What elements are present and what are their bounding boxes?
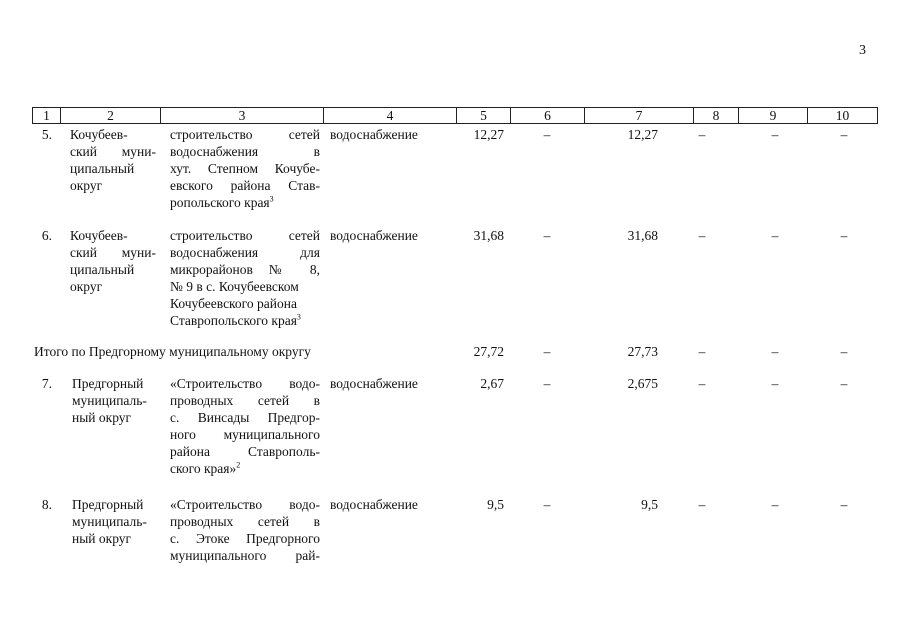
page-number: 3 — [859, 43, 866, 58]
row-number: 7. — [41, 376, 52, 391]
work-description-cell: «Строительство водо- проводных сетей в с. Винсады Предгор- ного муниципального района Ставрополь- ского края»$^2$ — [170, 376, 320, 476]
work-type-cell: водоснабжение — [330, 376, 418, 391]
value-col5: 2,67 — [480, 376, 504, 391]
column-header-3: 3 — [161, 108, 324, 123]
subtotal-col8: – — [698, 344, 706, 359]
value-col7: 2,675 — [627, 376, 658, 391]
value-col5: 31,68 — [473, 228, 504, 243]
value-col9: – — [771, 376, 779, 391]
value-col6: – — [543, 376, 551, 391]
subtotal-label: Итого по Предгорному муниципальному округу — [34, 344, 311, 359]
work-description-cell: строительство сетей водоснабжения для микрорайонов № 8, № 9 в с. Кочубеевском Кочубеевского района Ставропольского края$^3$ — [170, 228, 320, 328]
value-col5: 12,27 — [473, 127, 504, 142]
column-header-5: 5 — [457, 108, 511, 123]
column-number-header-row — [32, 107, 878, 124]
work-description-cell: строительство сетей водоснабжения в хут. Степном Кочубе- евского района Став- ропольского края$^3$ — [170, 127, 320, 210]
column-header-7: 7 — [585, 108, 694, 123]
subtotal-col7: 27,73 — [627, 344, 658, 359]
value-col9: – — [771, 127, 779, 142]
work-description-cell: «Строительство водо- проводных сетей в с. Этоке Предгорного муниципального рай- — [170, 497, 320, 563]
value-col6: – — [543, 228, 551, 243]
work-type-cell: водоснабжение — [330, 228, 418, 243]
value-col10: – — [840, 228, 848, 243]
row-number: 6. — [41, 228, 52, 243]
data-table — [32, 107, 878, 563]
column-header-10: 10 — [835, 108, 850, 123]
value-col7: 9,5 — [641, 497, 658, 512]
value-col10: – — [840, 127, 848, 142]
district-cell: Предгорный муниципаль- ный округ — [72, 497, 147, 546]
row-number: 5. — [41, 127, 52, 142]
value-col9: – — [771, 228, 779, 243]
value-col8: – — [698, 376, 706, 391]
value-col7: 31,68 — [627, 228, 658, 243]
subtotal-col6: – — [543, 344, 551, 359]
value-col7: 12,27 — [627, 127, 658, 142]
subtotal-col9: – — [771, 344, 779, 359]
subtotal-col5: 27,72 — [473, 344, 504, 359]
column-header-2: 2 — [61, 108, 161, 123]
column-header-4: 4 — [324, 108, 457, 123]
row-number: 8. — [41, 497, 52, 512]
district-cell: Кочубеев- ский муни- ципальный округ — [70, 228, 156, 294]
value-col9: – — [771, 497, 779, 512]
value-col8: – — [698, 497, 706, 512]
value-col5: 9,5 — [487, 497, 504, 512]
value-col10: – — [840, 497, 848, 512]
subtotal-col10: – — [840, 344, 848, 359]
value-col8: – — [698, 228, 706, 243]
work-type-cell: водоснабжение — [330, 497, 418, 512]
value-col8: – — [698, 127, 706, 142]
column-header-1: 1 — [33, 108, 61, 123]
value-col10: – — [840, 376, 848, 391]
district-cell: Предгорный муниципаль- ный округ — [72, 376, 147, 425]
value-col6: – — [543, 497, 551, 512]
value-col6: – — [543, 127, 551, 142]
district-cell: Кочубеев- ский муни- ципальный округ — [70, 127, 156, 193]
column-header-8: 8 — [694, 108, 739, 123]
work-type-cell: водоснабжение — [330, 127, 418, 142]
column-header-6: 6 — [511, 108, 585, 123]
column-header-9: 9 — [739, 108, 808, 123]
